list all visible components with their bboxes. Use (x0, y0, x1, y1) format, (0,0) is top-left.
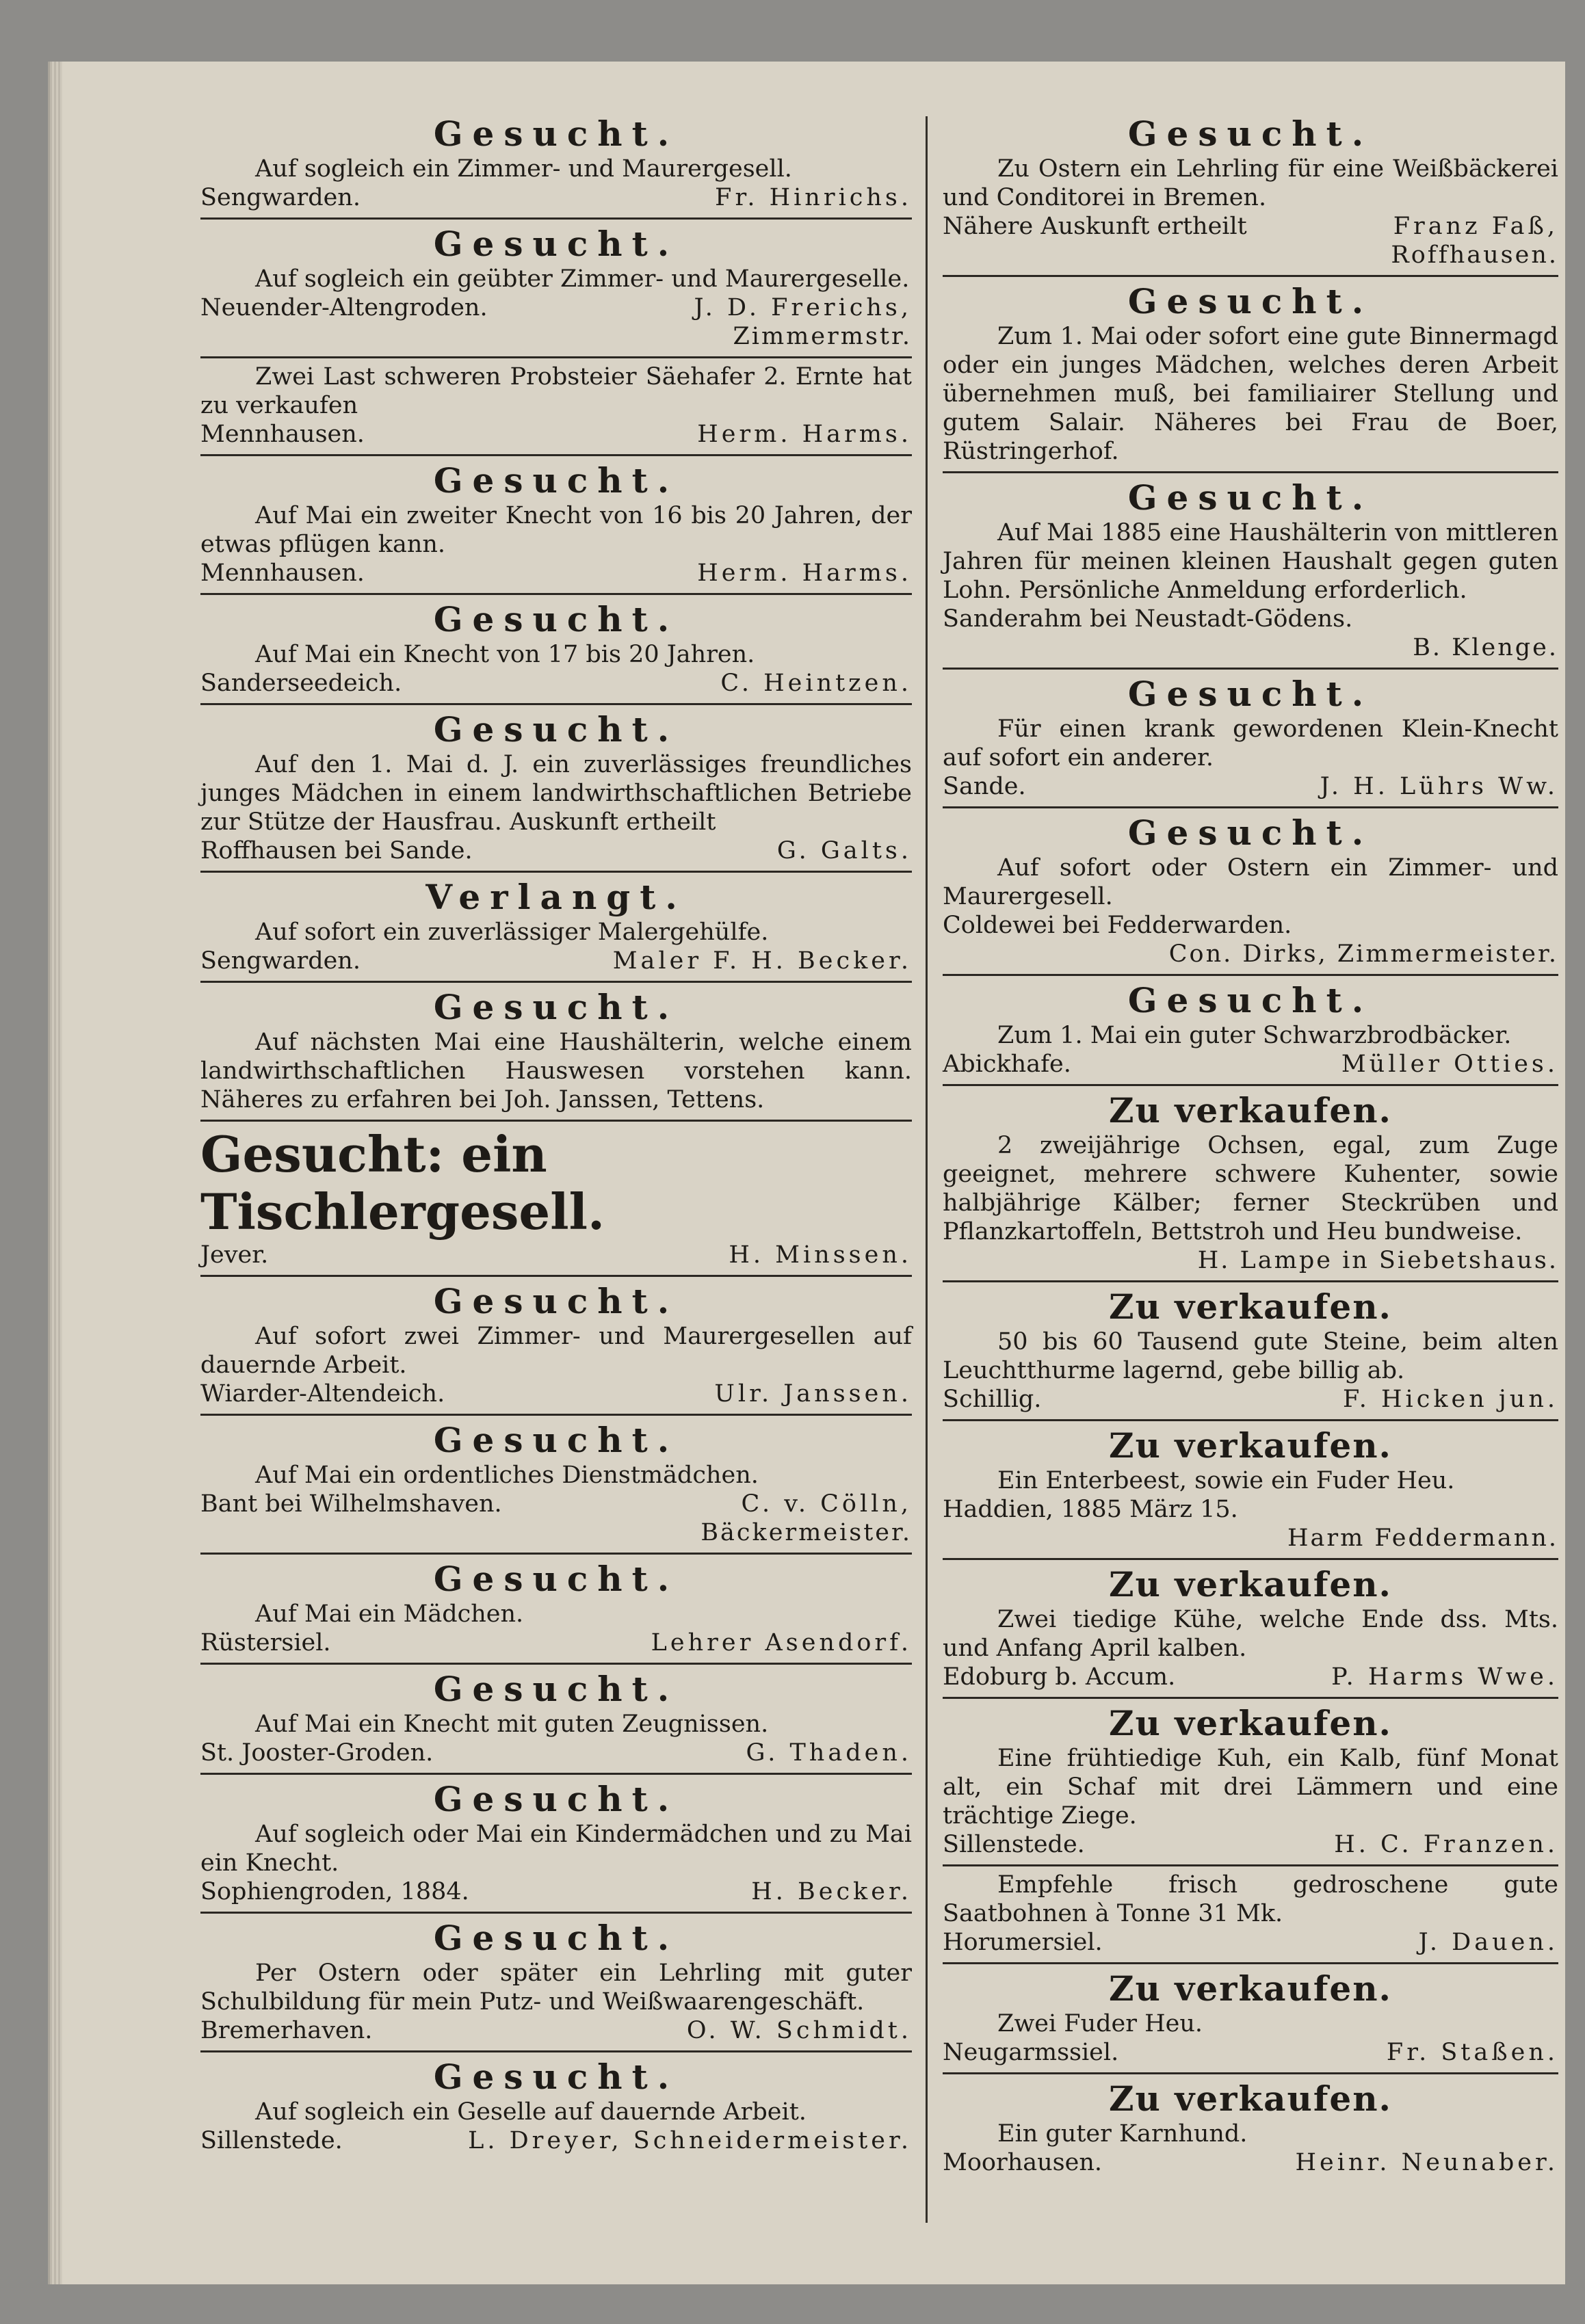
ad-signature (943, 2148, 1558, 2177)
ad-place: Nähere Auskunft ertheilt (943, 213, 1247, 240)
ad-heading: Gesucht. (433, 599, 679, 639)
classified-ad (943, 1086, 1558, 1282)
classified-ad (943, 1560, 1558, 1699)
ad-signature (943, 1385, 1558, 1414)
ad-heading: Gesucht. (433, 1669, 679, 1709)
ad-signature (943, 772, 1558, 801)
ad-signature (200, 1241, 912, 1269)
ad-place: Sengwarden. (200, 184, 361, 211)
ad-advertiser: Ulr. Janssen. (714, 1380, 912, 1408)
ad-place: Neugarmssiel. (943, 2039, 1119, 2066)
classified-ad (200, 1122, 912, 1277)
ad-text: Auf sogleich ein Zimmer- und Maurergesell. (255, 155, 792, 183)
ad-place: Mennhausen. (200, 421, 365, 448)
ad-signature (943, 1663, 1558, 1691)
ad-advertiser: J. D. Frerichs, (694, 294, 912, 321)
ad-place: Sengwarden. (200, 947, 361, 975)
ad-heading: Zu verkaufen. (1109, 1703, 1392, 1743)
ad-text: Per Ostern oder später ein Lehrling mit guter Schulbildung für mein Putz- und Weißwaarengeschäft. (200, 1959, 912, 2016)
ad-heading: Gesucht. (433, 709, 679, 750)
ad-advertiser: Herm. Harms. (697, 559, 912, 587)
ad-signature (200, 947, 912, 975)
ad-advertiser-line: Harm Feddermann. (1287, 1524, 1558, 1552)
left-column (200, 109, 912, 2161)
ad-signature (200, 1379, 912, 1408)
ad-heading: Zu verkaufen. (1109, 1564, 1392, 1605)
classified-ad (943, 976, 1558, 1086)
classified-ad (200, 983, 912, 1122)
ad-advertiser-line: Roffhausen. (1391, 241, 1558, 269)
ad-text: Zwei Last schweren Probsteier Säehafer 2. Ernte hat zu verkaufen (200, 363, 912, 419)
ad-signature (200, 293, 912, 322)
ad-text: 2 zweijährige Ochsen, egal, zum Zuge geeignet, mehrere schwere Kuhenter, sowie halbjährige Kälber; ferner Steckrüben und Pflanzkartoffeln, Bettstroh und Heu bundweise. (943, 1132, 1558, 1245)
ad-text: Auf den 1. Mai d. J. ein zuverlässiges freundliches junges Mädchen in einem landwirthschaftlichen Betriebe zur Stütze der Hausfrau. Auskunft ertheilt (200, 751, 912, 836)
ad-heading: Zu verkaufen. (1109, 2078, 1392, 2119)
classified-ad (200, 1555, 912, 1665)
ad-text: Ein Enterbeest, sowie ein Fuder Heu. (997, 1467, 1455, 1494)
classified-ad (943, 1866, 1558, 1964)
ad-text: Auf nächsten Mai eine Haushälterin, welche einem landwirthschaftlichen Hauswesen vorstehen kann. Näheres zu erfahren bei Joh. Janssen, Tettens. (200, 1029, 912, 1113)
ad-advertiser: Müller Otties. (1341, 1051, 1558, 1078)
classified-ad (200, 705, 912, 873)
ad-signature (943, 2038, 1558, 2067)
ad-text: Auf sogleich ein Geselle auf dauernde Arbeit. (255, 2098, 807, 2126)
ad-advertiser: J. Dauen. (1418, 1929, 1558, 1956)
classified-ad (200, 595, 912, 705)
ad-signature (200, 836, 912, 865)
ad-signature (943, 1495, 1558, 1524)
ad-text: Auf Mai ein Mädchen. (255, 1600, 524, 1628)
ad-heading: Gesucht. (433, 460, 679, 501)
ad-heading: Zu verkaufen. (1109, 1968, 1392, 2009)
ad-place: Sillenstede. (200, 2127, 343, 2154)
classified-ad (200, 1914, 912, 2052)
right-column (943, 109, 1558, 2182)
ad-signature (200, 183, 912, 212)
ad-heading: Gesucht. (433, 1779, 679, 1819)
classified-ad (943, 1282, 1558, 1421)
ad-advertiser: Herm. Harms. (697, 421, 912, 448)
ad-heading: Gesucht. (433, 114, 679, 154)
classified-ad (943, 1699, 1558, 1866)
classified-ad (943, 277, 1558, 473)
ad-place: Edoburg b. Accum. (943, 1663, 1176, 1691)
classified-ad (943, 670, 1558, 808)
ad-place: Haddien, 1885 März 15. (943, 1496, 1238, 1523)
ad-heading: Gesucht. (433, 224, 679, 264)
classified-ad (200, 873, 912, 983)
ad-text: Für einen krank gewordenen Klein-Knecht auf sofort ein anderer. (943, 715, 1558, 771)
ad-text: Auf sogleich ein geübter Zimmer- und Maurergeselle. (255, 265, 910, 293)
classified-ad (943, 808, 1558, 976)
ad-heading: Zu verkaufen. (1109, 1286, 1392, 1327)
ad-signature (200, 559, 912, 587)
ad-advertiser: Fr. Staßen. (1386, 2039, 1558, 2066)
ad-advertiser: G. Thaden. (746, 1739, 912, 1767)
ad-heading: Zu verkaufen. (1109, 1425, 1392, 1466)
ad-heading: Gesucht. (1127, 281, 1374, 321)
ad-place: Coldewei bei Fedderwarden. (943, 912, 1292, 939)
ad-advertiser-line: Zimmermstr. (733, 323, 912, 350)
ad-place: Moorhausen. (943, 2149, 1103, 2176)
ad-text: Auf Mai ein Knecht mit guten Zeugnissen. (255, 1711, 769, 1738)
ad-place: Rüstersiel. (200, 1629, 331, 1656)
ad-text: Zwei Fuder Heu. (997, 2010, 1203, 2037)
ad-signature (943, 1830, 1558, 1859)
ad-heading: Gesucht. (433, 1281, 679, 1321)
ad-place: Abickhafe. (943, 1051, 1071, 1078)
ad-advertiser: Franz Faß, (1393, 213, 1558, 240)
ad-place: Bremerhaven. (200, 2017, 373, 2044)
ad-advertiser: Heinr. Neunaber. (1295, 2149, 1558, 2176)
ad-signature (200, 1739, 912, 1767)
ad-advertiser: P. Harms Wwe. (1331, 1663, 1558, 1691)
ad-advertiser-line: H. Lampe in Siebetshaus. (1197, 1247, 1558, 1274)
ad-place: St. Jooster-Groden. (200, 1739, 434, 1767)
ad-signature (200, 2126, 912, 2155)
ad-signature (200, 420, 912, 449)
ad-place: Sillenstede. (943, 1831, 1085, 1858)
ad-text: Ein guter Karnhund. (997, 2120, 1248, 2148)
ad-advertiser-line: B. Klenge. (1413, 634, 1558, 661)
ad-advertiser: C. Heintzen. (720, 670, 912, 697)
ad-advertiser: J. H. Lührs Ww. (1320, 773, 1558, 800)
ad-signature (200, 2016, 912, 2045)
ad-text: Empfehle frisch gedroschene gute Saatbohnen à Tonne 31 Mk. (943, 1871, 1558, 1927)
classified-ad (200, 456, 912, 595)
ad-text: Auf Mai ein ordentliches Dienstmädchen. (255, 1462, 759, 1489)
newspaper-page (48, 62, 1565, 2284)
classified-ad (200, 358, 912, 456)
ad-heading: Gesucht. (433, 987, 679, 1027)
ad-advertiser: Lehrer Asendorf. (651, 1629, 912, 1656)
classified-ad (200, 1775, 912, 1914)
ad-heading: Gesucht. (1127, 114, 1374, 154)
ad-signature (943, 1050, 1558, 1079)
classified-ad (943, 109, 1558, 277)
classified-ad (943, 1421, 1558, 1560)
ad-advertiser: G. Galts. (776, 837, 912, 864)
classified-ad (943, 473, 1558, 670)
ad-text: Zu Ostern ein Lehrling für eine Weißbäckerei und Conditorei in Bremen. (943, 155, 1558, 211)
column-divider (926, 116, 928, 2223)
classified-ad (200, 220, 912, 358)
ad-signature (943, 911, 1558, 940)
ad-place: Horumersiel. (943, 1929, 1103, 1956)
classified-ad (200, 2052, 912, 2161)
ad-heading: Gesucht: ein Tischlergesell. (200, 1125, 605, 1241)
ad-signature (943, 212, 1558, 241)
ad-text: Eine frühtiedige Kuh, ein Kalb, fünf Monat alt, ein Schaf mit drei Lämmern und eine trächtige Ziege. (943, 1745, 1558, 1830)
ad-place: Jever. (200, 1241, 269, 1269)
ad-place: Roffhausen bei Sande. (200, 837, 473, 864)
ad-text: Auf Mai ein zweiter Knecht von 16 bis 20 Jahren, der etwas pflügen kann. (200, 502, 912, 558)
ad-advertiser: L. Dreyer, Schneidermeister. (468, 2127, 912, 2154)
ad-text: Auf sofort ein zuverlässiger Malergehülfe. (255, 919, 769, 946)
ad-text: Auf sogleich oder Mai ein Kindermädchen und zu Mai ein Knecht. (200, 1821, 912, 1877)
ad-advertiser: H. Minssen. (729, 1241, 912, 1269)
ad-advertiser: F. Hicken jun. (1342, 1386, 1558, 1413)
ad-advertiser-line: Con. Dirks, Zimmermeister. (1168, 940, 1558, 968)
ad-signature (200, 1628, 912, 1657)
ad-signature (943, 605, 1558, 633)
ad-heading: Gesucht. (433, 1559, 679, 1599)
classified-ad (943, 1964, 1558, 2074)
classified-ad (200, 109, 912, 220)
ad-signature (200, 669, 912, 698)
ad-text: Auf Mai ein Knecht von 17 bis 20 Jahren. (255, 641, 755, 668)
ad-advertiser: O. W. Schmidt. (686, 2017, 912, 2044)
ad-advertiser: C. v. Cölln, (741, 1490, 912, 1518)
ad-advertiser: Fr. Hinrichs. (715, 184, 912, 211)
ad-text: 50 bis 60 Tausend gute Steine, beim alten Leuchtthurme lagernd, gebe billig ab. (943, 1328, 1558, 1384)
classified-ad (200, 1277, 912, 1416)
ad-advertiser: Maler F. H. Becker. (612, 947, 912, 975)
ad-place: Sophiengroden, 1884. (200, 1878, 469, 1905)
classified-ad (200, 1416, 912, 1555)
ad-advertiser: H. Becker. (751, 1878, 912, 1905)
ad-text: Auf sofort zwei Zimmer- und Maurergesellen auf dauernde Arbeit. (200, 1323, 912, 1379)
ad-heading: Gesucht. (433, 2057, 679, 2097)
ad-text: Auf Mai 1885 eine Haushälterin von mittleren Jahren für meinen kleinen Haushalt gegen guten Lohn. Persönliche Anmeldung erforderlich. (943, 519, 1558, 604)
page-binding-edge (50, 62, 62, 2284)
ad-place: Mennhausen. (200, 559, 365, 587)
ad-place: Schillig. (943, 1386, 1042, 1413)
ad-place: Sanderahm bei Neustadt-Gödens. (943, 605, 1353, 633)
ad-text: Zum 1. Mai oder sofort eine gute Binnermagd oder ein junges Mädchen, welches deren Arbeit übernehmen muß, bei familiairer Stellung und gutem Salair. Näheres bei Frau de Boer, Rüstringerhof. (943, 323, 1558, 465)
ad-place: Wiarder-Altendeich. (200, 1380, 445, 1408)
classified-ad (200, 1665, 912, 1775)
ad-place: Neuender-Altengroden. (200, 294, 488, 321)
ad-place: Bant bei Wilhelmshaven. (200, 1490, 502, 1518)
ad-text: Zwei tiedige Kühe, welche Ende dss. Mts. und Anfang April kalben. (943, 1606, 1558, 1662)
ad-text: Zum 1. Mai ein guter Schwarzbrodbäcker. (997, 1022, 1512, 1049)
ad-heading: Gesucht. (1127, 813, 1374, 853)
ad-heading: Gesucht. (433, 1420, 679, 1460)
ad-signature (943, 1928, 1558, 1957)
classified-ad (943, 2074, 1558, 2182)
ad-advertiser: H. C. Franzen. (1334, 1831, 1558, 1858)
ad-signature (200, 1490, 912, 1518)
ad-heading: Verlangt. (425, 877, 687, 917)
ad-place: Sande. (943, 773, 1026, 800)
ad-heading: Gesucht. (433, 1918, 679, 1958)
ad-heading: Gesucht. (1127, 477, 1374, 518)
ad-heading: Gesucht. (1127, 980, 1374, 1020)
ad-heading: Gesucht. (1127, 674, 1374, 714)
ad-place: Sanderseedeich. (200, 670, 402, 697)
ad-advertiser-line: Bäckermeister. (700, 1519, 912, 1546)
ad-signature (200, 1877, 912, 1906)
ad-heading: Zu verkaufen. (1109, 1090, 1392, 1131)
ad-text: Auf sofort oder Ostern ein Zimmer- und Maurergesell. (943, 854, 1558, 910)
